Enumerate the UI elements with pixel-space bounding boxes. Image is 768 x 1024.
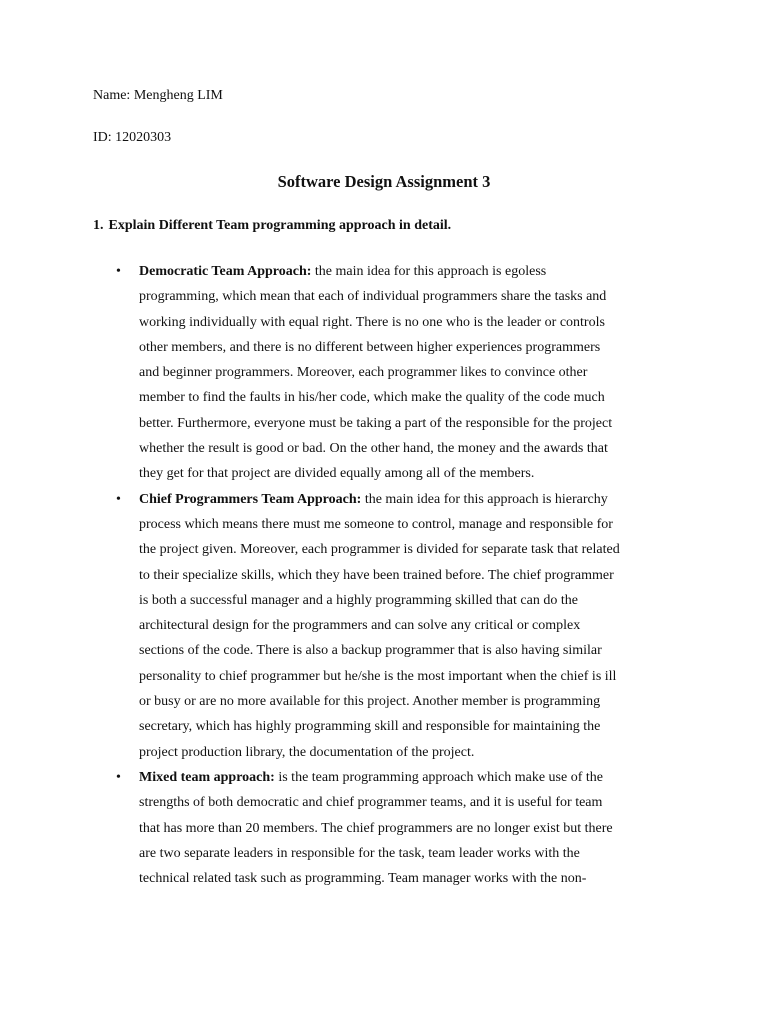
paragraph-line: programming, which mean that each of individual programmers share the tasks and: [139, 289, 607, 305]
paragraph-line: Democratic Team Approach: the main idea for this approach is egoless: [139, 264, 547, 279]
paragraph-line: personality to chief programmer but he/she is the most important when the chief is ill: [139, 668, 617, 684]
paragraph-line: Chief Programmers Team Approach: the main idea for this approach is hierarchy: [139, 491, 608, 507]
paragraph-line: whether the result is good or bad. On the other hand, the money and the awards that: [139, 441, 608, 457]
approach-term: Mixed team approach:: [139, 769, 275, 785]
bullet-icon: •: [116, 769, 121, 785]
paragraph-line: working individually with equal right. There is no one who is the leader or controls: [139, 314, 605, 330]
question-text: Explain Different Team programming approach in detail.: [108, 218, 452, 233]
bullet-icon: •: [116, 264, 121, 279]
paragraph-line: strengths of both democratic and chief programmer teams, and it is useful for team: [139, 795, 603, 811]
paragraph-line: secretary, which has highly programming skill and responsible for maintaining the: [139, 719, 601, 735]
paragraph-line: they get for that project are divided equally among all of the members.: [139, 466, 535, 482]
document-title: Software Design Assignment 3: [277, 172, 491, 191]
paragraph-line: are two separate leaders in responsible for the task, team leader works with the: [139, 845, 580, 861]
bullet-paragraph: [139, 487, 685, 765]
student-name-line: Name: Mengheng LIM: [93, 88, 223, 103]
paragraph-line: sections of the code. There is also a backup programmer that is also having similar: [139, 643, 602, 659]
question-number: 1.: [93, 218, 104, 233]
bullet-paragraph: [139, 259, 685, 487]
list-item-democratic: [0, 259, 768, 487]
paragraph-line: other members, and there is no different between higher experiences programmers: [139, 339, 601, 355]
paragraph-line: or busy or are no more available for this project. Another member is programming: [139, 694, 601, 710]
approach-term: Chief Programmers Team Approach:: [139, 491, 362, 507]
student-id-line: ID: 12020303: [93, 130, 172, 145]
paragraph-line: architectural design for the programmers and can solve any critical or complex: [139, 618, 581, 634]
bullet-icon: •: [116, 491, 121, 507]
paragraph-line: the project given. Moreover, each programmer is divided for separate task that related: [139, 542, 620, 558]
bullet-paragraph: [139, 765, 685, 891]
paragraph-line: is both a successful manager and a highly programming skilled that can do the: [139, 592, 578, 608]
question-heading: [93, 217, 451, 235]
paragraph-line: technical related task such as programming. Team manager works with the non-: [139, 871, 587, 887]
approach-term: Democratic Team Approach:: [139, 264, 312, 279]
paragraph-line: member to find the faults in his/her code, which make the quality of the code much: [139, 390, 605, 406]
paragraph-line: to their specialize skills, which they have been trained before. The chief programmer: [139, 567, 614, 583]
list-item-chief-programmers: [0, 487, 768, 765]
paragraph-line: that has more than 20 members. The chief programmers are no longer exist but there: [139, 820, 613, 836]
paragraph-line: better. Furthermore, everyone must be taking a part of the responsible for the project: [139, 415, 613, 431]
paragraph-line: and beginner programmers. Moreover, each programmer likes to convince other: [139, 365, 588, 381]
paragraph-line: Mixed team approach: is the team programming approach which make use of the: [139, 769, 603, 785]
paragraph-line: process which means there must me someone to control, manage and responsible for: [139, 516, 613, 532]
approach-list: [0, 259, 768, 891]
paragraph-line: project production library, the documentation of the project.: [139, 744, 475, 760]
list-item-mixed-team: [0, 765, 768, 891]
